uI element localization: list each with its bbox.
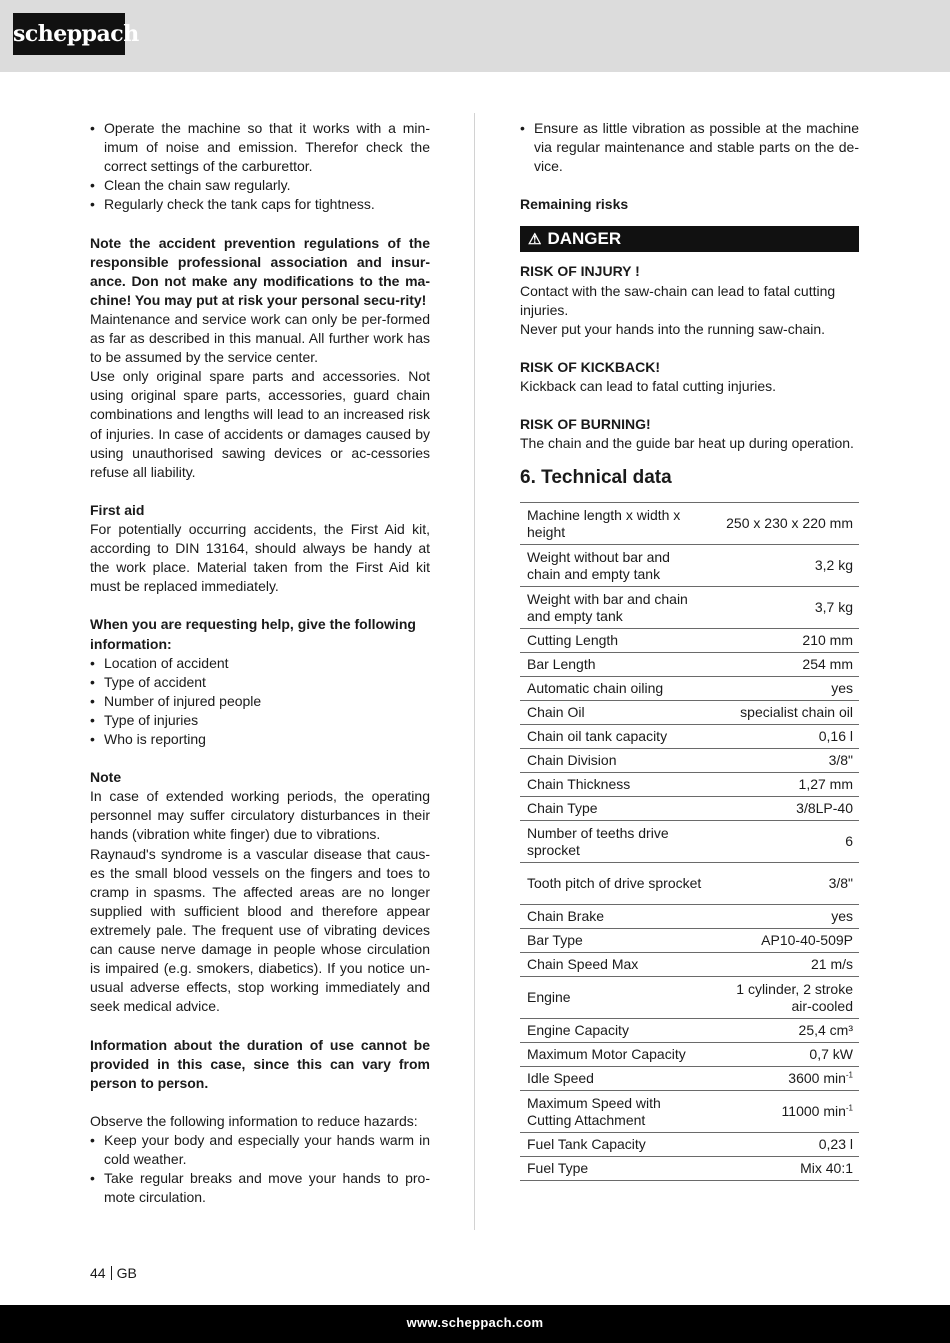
spec-label: Chain Speed Max [520,953,713,977]
list-item: • Take regular breaks and move your hands to pro-mote circulation. [90,1169,430,1207]
list-item: • Clean the chain saw regularly. [90,176,430,195]
spec-value [713,701,859,725]
spec-value-text: specialist chain oil [740,704,853,721]
table-row [520,677,859,701]
table-row [520,1019,859,1043]
danger-label: DANGER [547,229,622,249]
spec-value [713,953,859,977]
table-row [520,1067,859,1091]
spec-label: Automatic chain oiling [520,677,713,701]
table-row [520,977,859,1019]
spec-value-text: 0,23 l [818,1136,853,1153]
spec-value [713,905,859,929]
spec-value [713,863,859,905]
spec-label: Machine length x width x height [520,503,713,545]
bullet-list-operation [90,119,430,214]
spec-value-text: AP10-40-509P [761,932,853,949]
right-column [520,119,859,1181]
spec-label: Maximum Motor Capacity [520,1043,713,1067]
spec-value-text: 3,2 kg [814,557,853,574]
spec-value-text: 1 cylinder, 2 stroke air-cooled [736,980,853,1014]
brand-logo: scheppach [13,13,125,55]
table-row [520,1133,859,1157]
accident-prevention-note: Note the accident prevention regulations of the responsible professional association and insur-ance. Don not make any modifications to the ma-chine! You may put at risk your personal secu-rity! [90,234,430,308]
column-divider [474,113,475,1230]
spec-label: Chain Brake [520,905,713,929]
table-row [520,773,859,797]
table-row [520,821,859,863]
spec-value-text: 3,7 kg [814,599,853,616]
spec-value-text: 3/8" [828,752,853,769]
spec-value [713,725,859,749]
observe-paragraph: Observe the following information to reduce hazards: [90,1112,418,1129]
duration-note: Information about the duration of use cannot be provided in this case, since this can vary from person to person. [90,1036,430,1091]
first-aid-paragraph: For potentially occurring accidents, the First Aid kit, according to DIN 13164, should always be handy at the work place. Material taken from the First Aid kit must be replaced immediately. [90,520,430,595]
table-row [520,725,859,749]
first-aid-heading: First aid [90,501,145,518]
spec-value-exponent: -1 [845,1070,853,1080]
spec-value-text: 25,4 cm³ [798,1022,853,1039]
spec-value-text: Mix 40:1 [800,1160,853,1177]
list-item: • Location of accident [90,654,430,673]
risk-title: RISK OF KICKBACK! [520,358,660,375]
spec-value-text: yes [831,908,853,925]
spec-value [713,977,859,1019]
list-item: • Type of injuries [90,711,430,730]
spec-value [713,1019,859,1043]
table-row [520,953,859,977]
spec-value-text: 3/8LP-40 [796,800,853,817]
spec-value-exponent: -1 [845,1103,853,1113]
warning-triangle-icon: ⚠ [528,231,542,249]
spec-value [713,677,859,701]
spec-label: Weight with bar and chain and empty tank [520,587,713,629]
spec-value [713,1133,859,1157]
note-paragraph: In case of extended working periods, the operating personnel may suffer circulatory disturbances in their hands (vibration white finger) due to vibrations. [90,788,430,843]
spec-value [713,797,859,821]
risk-text: Kickback can lead to fatal cutting injuries. [520,378,777,395]
spec-value [713,545,859,587]
bullet-list-vibration [520,119,859,176]
list-item: • Operate the machine so that it works with a min-imum of noise and emission. Therefor check the correct settings of the carburettor. [90,119,430,176]
spec-value-text: 11000 min [781,1103,846,1120]
header-band [0,0,950,72]
spec-value-text: 250 x 230 x 220 mm [726,515,853,532]
spec-label: Engine Capacity [520,1019,713,1043]
list-item: • Keep your body and especially your hands warm in cold weather. [90,1131,430,1169]
table-row [520,1091,859,1133]
language-code: GB [116,1265,137,1281]
spec-label: Chain Type [520,797,713,821]
spec-value-text: 3/8" [828,875,853,892]
table-row [520,905,859,929]
spec-value-text: 210 mm [802,632,853,649]
spec-label: Engine [520,977,713,1019]
help-heading: When you are requesting help, give the following information: [90,616,416,652]
spec-value-text: 3600 min [788,1070,846,1087]
footer-band [0,1305,950,1343]
spare-parts-paragraph: Use only original spare parts and accessories. Not using original spare parts, accessories, guard chain combinations and lengths will lead to an increased risk of injuries. In case of accidents or damages caused by using unauthorised sawing devices or ac-cessories refuse all liability. [90,368,430,480]
spec-value-text: 0,16 l [818,728,853,745]
spec-value [713,653,859,677]
spec-value-text: 0,7 kW [809,1046,853,1063]
spec-value [713,1043,859,1067]
remaining-risks-heading: Remaining risks [520,196,629,213]
spec-value-text: 1,27 mm [798,776,853,793]
spec-value [713,503,859,545]
spec-value-text: 254 mm [802,656,853,673]
spec-value [713,629,859,653]
table-row [520,1043,859,1067]
risk-title: RISK OF INJURY ! [520,263,640,280]
table-row [520,503,859,545]
table-row [520,587,859,629]
spec-value-text: 21 m/s [810,956,853,973]
spec-label: Fuel Type [520,1157,713,1181]
risk-text: Contact with the saw-chain can lead to fatal cutting injuries. [520,282,836,318]
spec-value-text: yes [831,680,853,697]
spec-label: Idle Speed [520,1067,713,1091]
table-row [520,701,859,725]
help-info-list [90,654,430,749]
spec-label: Chain oil tank capacity [520,725,713,749]
spec-value [713,821,859,863]
spec-label: Maximum Speed with Cutting Attachment [520,1091,713,1133]
page-number [90,1265,137,1281]
list-item: • Who is reporting [90,730,430,749]
spec-label: Bar Length [520,653,713,677]
spec-value [713,929,859,953]
maintenance-paragraph: Maintenance and service work can only be per-formed as far as described in this manual. All further work has to be assumed by the service center. [90,310,430,366]
risk-text: Never put your hands into the running saw-chain. [520,320,826,337]
spec-value [713,749,859,773]
table-row [520,545,859,587]
spec-label: Cutting Length [520,629,713,653]
risk-text: The chain and the guide bar heat up during operation. [520,435,854,452]
spec-label: Chain Thickness [520,773,713,797]
spec-value [713,1157,859,1181]
note-heading: Note [90,769,122,786]
left-column [90,119,430,1207]
table-row [520,863,859,905]
list-item: • Type of accident [90,673,430,692]
table-row [520,749,859,773]
list-item: • Number of injured people [90,692,430,711]
spec-label: Number of teeths drive sprocket [520,821,713,863]
technical-data-table [520,502,859,1181]
spec-value [713,773,859,797]
spec-value [713,1067,859,1091]
list-item: • Ensure as little vibration as possible at the machine via regular maintenance and stable parts on the de-vice. [520,119,859,176]
list-item: • Regularly check the tank caps for tightness. [90,195,430,214]
bullet-list-hazards [90,1131,430,1207]
spec-value [713,1091,859,1133]
page-number-value: 44 [90,1265,106,1281]
table-row [520,797,859,821]
website-url[interactable]: www.scheppach.com [406,1315,544,1330]
risk-title: RISK OF BURNING! [520,416,651,433]
table-row [520,629,859,653]
spec-label: Chain Oil [520,701,713,725]
section-title: 6. Technical data [520,467,672,489]
spec-label: Tooth pitch of drive sprocket [520,863,713,905]
spec-label: Fuel Tank Capacity [520,1133,713,1157]
spec-label: Bar Type [520,929,713,953]
spec-value [713,587,859,629]
spec-value-text: 6 [845,833,853,850]
spec-label: Chain Division [520,749,713,773]
table-row [520,653,859,677]
table-row [520,929,859,953]
danger-banner [520,226,859,252]
table-row [520,1157,859,1181]
spec-label: Weight without bar and chain and empty tank [520,545,713,587]
raynaud-paragraph: Raynaud's syndrome is a vascular disease that caus-es the small blood vessels on the fingers and toes to cramp in spasms. The affected areas are no longer supplied with sufficient blood and therefore appear extremely pale. The frequent use of vibrating devices can cause nerve damage in people whose circulation is impaired (e.g. smokers, diabetics). If you notice un-usual adverse effects, stop working immediately and seek medical advice. [90,845,430,1015]
